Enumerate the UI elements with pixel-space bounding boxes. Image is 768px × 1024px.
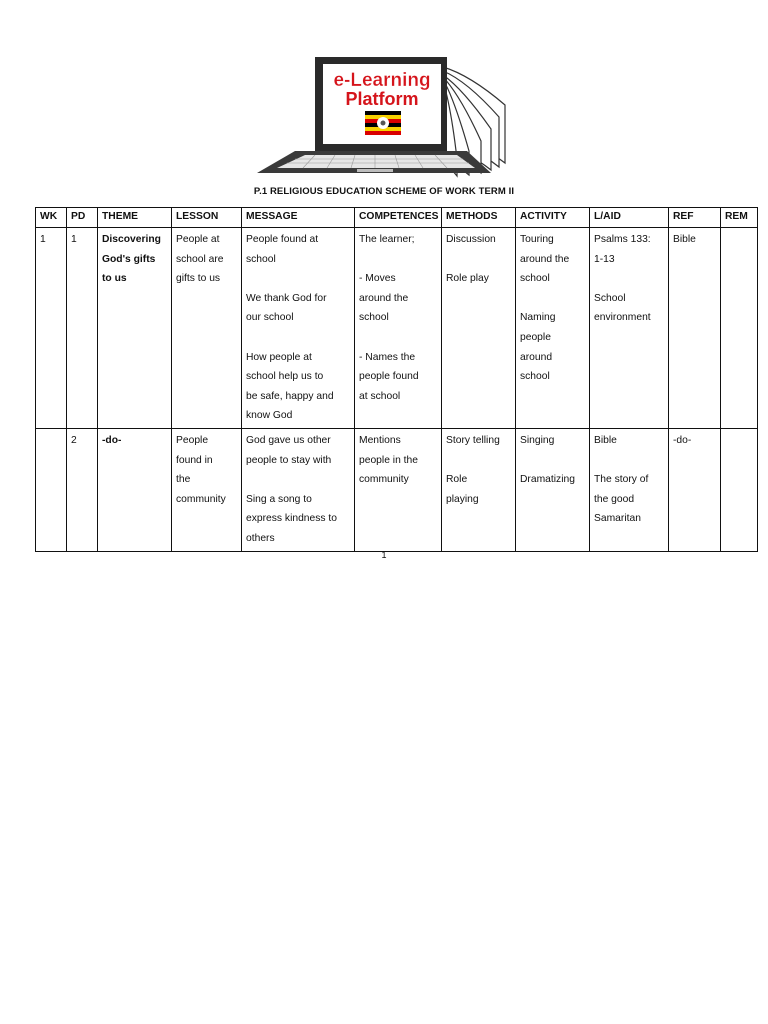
cell-laid	[590, 428, 669, 551]
cell-line	[594, 451, 664, 471]
cell-laid	[590, 228, 669, 429]
cell-line: playing	[446, 493, 479, 505]
cell-line: community	[359, 474, 409, 486]
cell-line: people found	[359, 371, 419, 383]
cell-theme	[98, 428, 172, 551]
cell-line: -do-	[102, 434, 122, 446]
cell-line: God's gifts	[102, 253, 156, 265]
cell-line: school	[359, 312, 389, 324]
cell-methods	[442, 228, 516, 429]
cell-line	[446, 250, 511, 270]
cell-line: Singing	[520, 434, 555, 446]
cell-line	[359, 250, 437, 270]
cell-line: - Names the	[359, 351, 416, 363]
cell-line	[520, 289, 585, 309]
column-header: REF	[669, 208, 721, 228]
cell-line: Samaritan	[594, 513, 641, 525]
cell-line: around the	[520, 253, 570, 265]
cell-line	[594, 269, 664, 289]
cell-line: Naming	[520, 312, 556, 324]
cell-line: Story telling	[446, 434, 500, 446]
column-header: METHODS	[442, 208, 516, 228]
cell-pd	[67, 228, 98, 429]
cell-line: School	[594, 292, 626, 304]
cell-rem	[721, 428, 758, 551]
cell-line: Touring	[520, 234, 554, 245]
cell-ref	[669, 228, 721, 429]
cell-line: found in	[176, 454, 213, 466]
cell-line	[246, 470, 350, 490]
page-number: 1	[381, 550, 387, 560]
cell-line: How people at	[246, 351, 312, 363]
column-header: WK	[36, 208, 67, 228]
cell-line: People	[176, 434, 209, 446]
column-header: MESSAGE	[242, 208, 355, 228]
cell-line: - Moves	[359, 273, 396, 285]
cell-line	[246, 269, 350, 289]
uganda-flag-icon	[365, 111, 401, 135]
cell-line: people	[520, 331, 551, 343]
cell-line: our school	[246, 312, 294, 324]
cell-line: the good	[594, 493, 635, 505]
cell-line: The learner;	[359, 234, 415, 245]
cell-line	[359, 328, 437, 348]
cell-pd	[67, 428, 98, 551]
cell-line: Role	[446, 474, 468, 486]
cell-line: school	[520, 273, 550, 285]
cell-line: around	[520, 351, 553, 363]
cell-message	[242, 428, 355, 551]
cell-ref	[669, 428, 721, 551]
cell-line: 1	[40, 234, 46, 245]
column-header: LESSON	[172, 208, 242, 228]
cell-line: school	[246, 253, 276, 265]
cell-competences	[355, 428, 442, 551]
cell-line: Bible	[594, 434, 617, 446]
cell-line: the	[176, 474, 191, 486]
logo-line2: Platform	[345, 89, 419, 109]
cell-line: school are	[176, 253, 224, 265]
cell-lesson	[172, 428, 242, 551]
cell-line: People at	[176, 234, 220, 245]
cell-line: The story of	[594, 474, 649, 486]
cell-line: Bible	[673, 234, 696, 245]
column-header: ACTIVITY	[516, 208, 590, 228]
cell-line: school help us to	[246, 371, 324, 383]
table-row	[36, 428, 758, 551]
cell-theme	[98, 228, 172, 429]
column-header: L/AID	[590, 208, 669, 228]
cell-line: school	[520, 371, 550, 383]
cell-competences	[355, 228, 442, 429]
cell-line: others	[246, 532, 275, 544]
cell-activity	[516, 228, 590, 429]
cell-line: around the	[359, 292, 409, 304]
cell-line: People found at	[246, 234, 319, 245]
document-title: P.1 RELIGIOUS EDUCATION SCHEME OF WORK TERM II	[253, 186, 515, 197]
cell-line: express kindness to	[246, 513, 338, 525]
cell-message	[242, 228, 355, 429]
cell-line: Mentions	[359, 434, 401, 446]
cell-line: know God	[246, 410, 293, 422]
column-header: REM	[721, 208, 758, 228]
e-learning-platform-logo	[255, 55, 513, 180]
logo-line1: e-Learning	[333, 70, 431, 91]
column-header: COMPETENCES	[355, 208, 442, 228]
cell-line: community	[176, 493, 226, 505]
cell-line	[446, 451, 511, 471]
cell-line: We thank God for	[246, 292, 327, 304]
cell-line: to us	[102, 273, 127, 285]
cell-line: people in the	[359, 454, 418, 466]
cell-line: people to stay with	[246, 454, 332, 466]
cell-line	[246, 328, 350, 348]
cell-line: 2	[71, 434, 77, 446]
cell-wk	[36, 228, 67, 429]
cell-line: gifts to us	[176, 273, 221, 285]
table-row	[36, 228, 758, 429]
table-header-row	[36, 208, 758, 228]
cell-line: environment	[594, 312, 651, 324]
cell-line: Role play	[446, 273, 489, 285]
cell-line: at school	[359, 390, 401, 402]
column-header: PD	[67, 208, 98, 228]
cell-line: 1-13	[594, 253, 615, 265]
cell-line: Discussion	[446, 234, 496, 245]
cell-line	[520, 451, 585, 471]
cell-activity	[516, 428, 590, 551]
cell-wk	[36, 428, 67, 551]
cell-line: be safe, happy and	[246, 390, 334, 402]
cell-line: God gave us other	[246, 434, 331, 446]
cell-rem	[721, 228, 758, 429]
column-header: THEME	[98, 208, 172, 228]
cell-line: Discovering	[102, 234, 161, 245]
cell-methods	[442, 428, 516, 551]
cell-line: Psalms 133:	[594, 234, 651, 245]
cell-line: Sing a song to	[246, 493, 312, 505]
cell-line: 1	[71, 234, 77, 245]
cell-lesson	[172, 228, 242, 429]
cell-line: -do-	[673, 434, 692, 446]
scheme-of-work-table	[35, 207, 758, 552]
cell-line: Dramatizing	[520, 474, 575, 486]
